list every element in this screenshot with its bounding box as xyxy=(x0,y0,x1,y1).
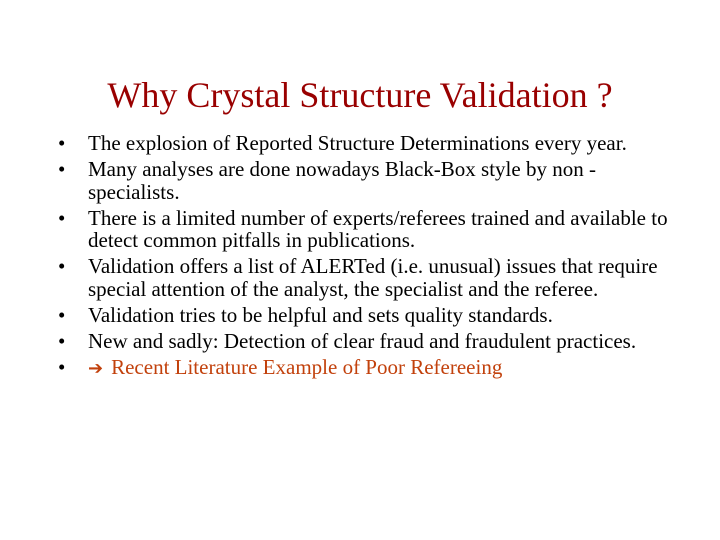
bullet-item-link[interactable] xyxy=(58,356,668,381)
bullet-item xyxy=(58,255,668,300)
bullet-text: The explosion of Reported Structure Determinations every year. xyxy=(88,131,627,155)
bullet-list xyxy=(58,132,668,384)
bullet-item xyxy=(58,158,668,203)
slide-title: Why Crystal Structure Validation ? xyxy=(107,75,613,115)
arrow-right-icon: ➔ xyxy=(88,357,104,379)
bullet-dot-icon: • xyxy=(58,354,66,379)
bullet-item xyxy=(58,304,668,327)
bullet-dot-icon: • xyxy=(58,302,66,327)
bullet-dot-icon: • xyxy=(58,328,66,353)
bullet-dot-icon: • xyxy=(58,131,66,155)
bullet-item xyxy=(58,207,668,252)
bullet-text: Validation tries to be helpful and sets quality standards. xyxy=(88,302,553,327)
bullet-text: New and sadly: Detection of clear fraud and fraudulent practices. xyxy=(88,328,637,353)
recent-literature-link[interactable]: Recent Literature Example of Poor Refereeing xyxy=(111,354,503,379)
bullet-item xyxy=(58,132,668,155)
bullet-text: Validation offers a list of ALERTed (i.e. unusual) issues that require special attention of the analyst, the specialist and the referee. xyxy=(88,254,658,301)
bullet-text: Many analyses are done nowadays Black-Box style by non -specialists. xyxy=(88,157,596,204)
bullet-dot-icon: • xyxy=(58,157,66,181)
bullet-text: There is a limited number of experts/referees trained and available to detect common pitfalls in publications. xyxy=(88,205,668,252)
bullet-item xyxy=(58,330,668,353)
bullet-dot-icon: • xyxy=(58,254,66,278)
bullet-dot-icon: • xyxy=(58,205,66,230)
